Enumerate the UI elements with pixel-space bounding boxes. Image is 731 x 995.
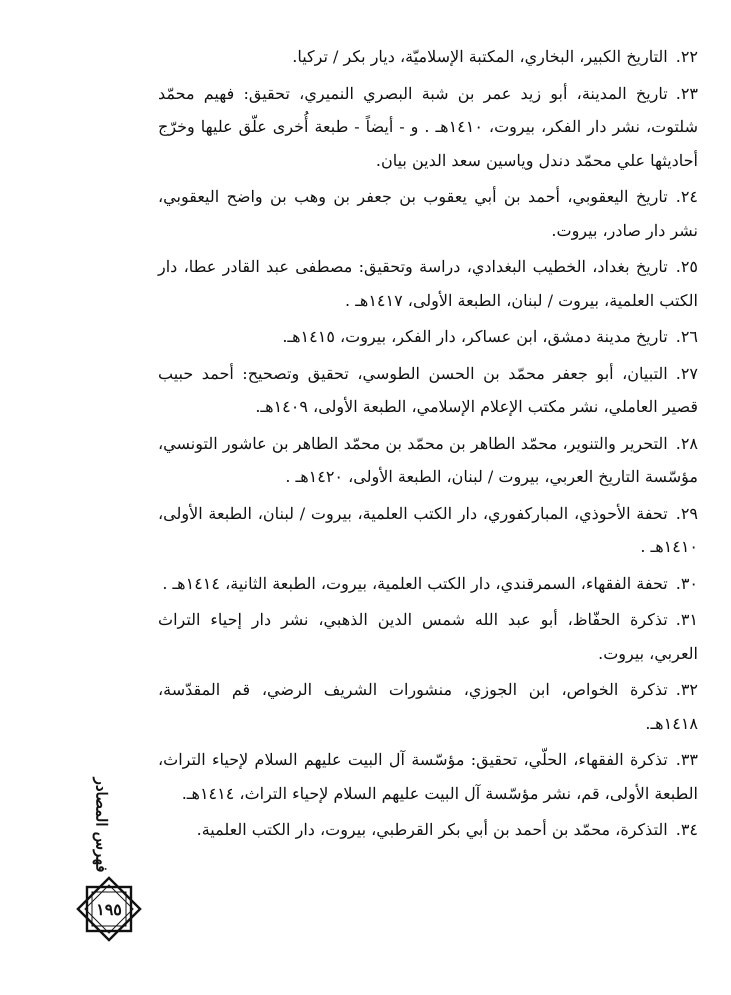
entry-text: تحفة الفقهاء، السمرقندي، دار الكتب العلمية، بيروت، الطبعة الثانية، ١٤١٤هـ . [162,573,668,593]
entry-number: ٢٤. [675,187,698,206]
entry-number: ٢٩. [675,503,698,523]
bibliography-entry [158,603,698,670]
page-number: ١٩٥ [96,899,122,919]
entry-number: ٢٨. [675,433,698,453]
entry-number: ٣٢. [675,680,698,699]
entry-text: تاريخ اليعقوبي، أحمد بن أبي يعقوب بن جعفر بن وهب بن واضح اليعقوبي، نشر دار صادر، بيروت. [158,187,698,240]
entry-number: ٢٦. [675,327,698,346]
entry-number: ٢٢. [675,47,698,66]
bibliography-entry [158,567,698,601]
entry-text: تحفة الأحوذي، المباركفوري، دار الكتب العلمية، بيروت / لبنان، الطبعة الأولى، ١٤١٠هـ . [158,503,698,556]
entry-text: تذكرة الحفّاظ، أبو عبد الله شمس الدين الذهبي، نشر دار إحياء التراث العربي، بيروت. [158,610,698,663]
entry-text: التذكرة، محمّد بن أحمد بن أبي بكر القرطبي، بيروت، دار الكتب العلمية. [196,820,668,839]
entry-text: التبيان، أبو جعفر محمّد بن الحسن الطوسي، تحقيق وتصحيح: أحمد حبيب قصير العاملي، نشر مكتب الإعلام الإسلامي، الطبعة الأولى، ١٤٠٩هـ. [158,363,698,416]
bibliography-entry [158,427,698,494]
entry-text: تذكرة الفقهاء، الحلّي، تحقيق: مؤسّسة آل البيت عليهم السلام لإحياء التراث، الطبعة الأولى، قم، نشر مؤسّسة آل البيت عليهم السلام لإحياء التراث، ١٤١٤هـ. [158,750,698,803]
entry-number: ٢٧. [675,363,698,383]
entry-number: ٣٣. [675,750,698,769]
section-title-text: فهرس المصادر [92,777,110,873]
bibliography-entry [158,77,698,178]
bibliography-entry [158,673,698,740]
entry-text: تاريخ بغداد، الخطيب البغدادي، دراسة وتحقيق: مصطفى عبد القادر عطا، دار الكتب العلمية، بيروت / لبنان، الطبعة الأولى، ١٤١٧هـ . [158,257,698,310]
running-section-title [83,777,119,873]
bibliography-entry [158,180,698,247]
entry-text: تاريخ المدينة، أبو زيد عمر بن شبة البصري النميري، تحقيق: فهيم محمّد شلتوت، نشر دار الفكر، بيروت، ١٤١٠هـ . و - أيضاً - طبعة أُخرى علّق عليها وخرّج أحاديثها علي محمّد دندل وياسين سعد الدين بيان. [158,83,699,170]
entry-number: ٢٥. [675,257,698,276]
bibliography-entry [158,357,698,424]
entry-number: ٣٤. [675,820,698,839]
entry-text: تذكرة الخواص، ابن الجوزي، منشورات الشريف الرضي، قم المقدّسة، ١٤١٨هـ. [158,680,698,733]
bibliography-list [158,40,698,850]
entry-text: التاريخ الكبير، البخاري، المكتبة الإسلاميّة، ديار بكر / تركيا. [292,47,668,66]
entry-number: ٣١. [675,610,698,629]
bibliography-entry [158,320,698,354]
bibliography-entry [158,40,698,74]
entry-number: ٣٠. [675,573,698,593]
entry-number: ٢٣. [675,83,698,103]
entry-text: تاريخ مدينة دمشق، ابن عساكر، دار الفكر، بيروت، ١٤١٥هـ. [282,327,668,346]
page-number-badge [74,874,144,944]
bibliography-entry [158,250,698,317]
bibliography-entry [158,497,698,564]
bibliography-entry [158,813,698,847]
entry-text: التحرير والتنوير، محمّد الطاهر بن محمّد بن محمّد الطاهر بن عاشور التونسي، مؤسّسة التاريخ العربي، بيروت / لبنان، الطبعة الأولى، ١٤٢٠هـ . [158,433,698,486]
bibliography-entry [158,743,698,810]
